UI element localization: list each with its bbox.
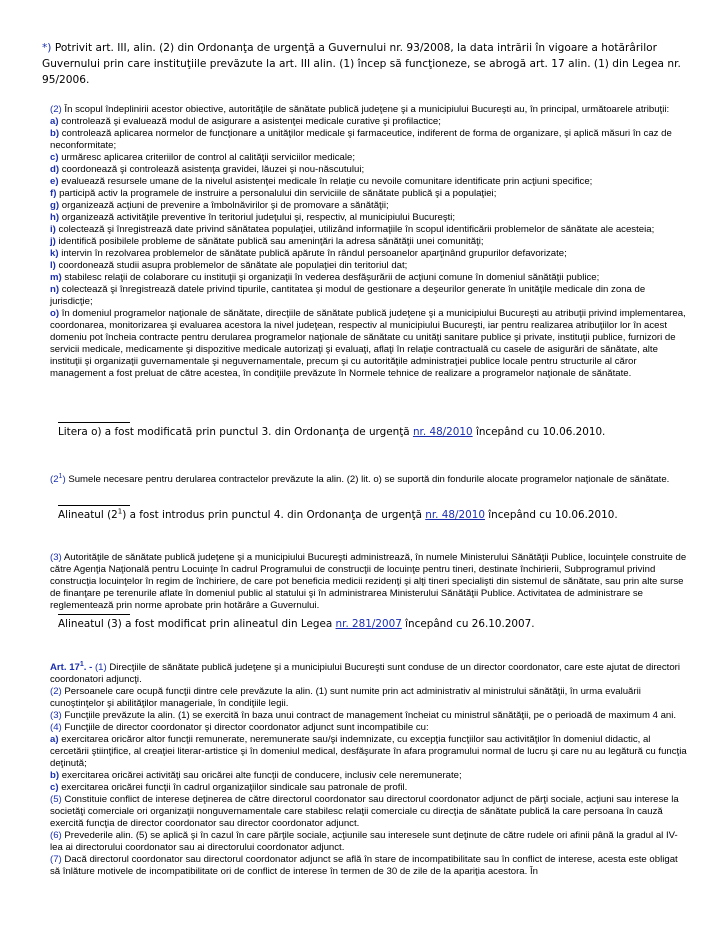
law-link[interactable]: nr. 48/2010: [425, 509, 485, 521]
paragraph: (6) Prevederile alin. (5) se aplică şi în cazul în care părţile sociale, acţiunile sau interesele sunt deţinute de către rudele ori afinii până la gradul al IV-lea ai directorului coordonator sau ai directorului coordonator adjunct.: [50, 830, 678, 853]
paragraph: (3) Funcţiile prevăzute la alin. (1) se exercită în baza unui contract de management încheiat cu ministrul sănătăţii, pe o perioadă de maximum 4 ani.: [50, 710, 677, 721]
article-number: Art. $17^1$. -: [50, 660, 93, 673]
list-item: m) stabilesc relaţii de colaborare cu instituţii şi organizaţii în vederea desfăşurării de acţiuni comune în domeniul sănătăţii publice;: [50, 272, 600, 283]
list-item: a) exercitarea oricăror altor funcţii remunerate, neremunerate sau/şi indemnizate, cu excepţia funcţiilor sau activităţilor în domeniul didactic, al cercetării ştiinţifice, al creaţiei literar-artistice şi în domeniul medical, desfăşurate în afara programului normal de lucru şi care nu au legătură cu funcţia deţinută;: [50, 734, 687, 769]
law-link[interactable]: nr. 48/2010: [412, 426, 473, 438]
list-item: e) evaluează resursele umane de la nivelul asistenţei medicale în relaţie cu nevoile comunitare identificate prin acţiuni specifice;: [50, 176, 593, 187]
list-item: c) exercitarea oricărei funcţii în cadrul organizaţiilor sindicale sau patronale de profil.: [50, 782, 408, 793]
paragraph: (4) Funcţiile de director coordonator şi director coordonator adjunct sunt incompatibile cu:: [50, 722, 429, 733]
list-item: f) participă activ la programele de instruire a personalului din serviciile de sănătate publică şi a populaţiei;: [50, 188, 497, 199]
paragraph-2-1: $(2^1)$ Sumele necesare pentru derularea contractelor prevăzute la alin. (2) lit. o) se suportă din fondurile alocate programelor naţionale de sănătate.: [50, 472, 670, 485]
list-item: j) identifică posibilele probleme de sănătate publică sau ameninţări la adresa sănătăţii unei comunităţi;: [50, 236, 484, 247]
paragraph: (2) Persoanele care ocupă funcţii dintre cele prevăzute la alin. (1) sunt numite prin act administrativ al ministrului sănătăţii, în urma evaluării cunoştinţelor şi abilităţilor manageriale, în condiţiile legii.: [50, 686, 641, 709]
paragraph-number: $(2^1)$: [50, 472, 66, 485]
article-17-1: Art. $17^1$. - (1) Direcţiile de sănătate publică judeţene şi a municipiului Bucureşti sunt conduse de un director coordonator, care este ajutat de directori coordonatori adjuncţi. (2) Persoanele care ocupă funcţii dintre cele prevăzute la alin. (1) sunt numite prin act administrativ al ministrului sănătăţii, în urma evaluării cunoştinţelor şi abilităţilor manageriale, în condiţiile legii. (3) Funcţiile prevăzute la alin. (1) se exercită în baza unui contract de management încheiat cu ministrul sănătăţii, pe o perioadă de maximum 4 ani. (4) Funcţiile de director coordonator şi director coordonator adjunct sunt incompatibile cu: a) exercitarea oricăror altor funcţii remunerate, neremunerate sau/şi indemnizate, cu excepţia funcţiilor sau activităţilor în domeniul didactic, al cercetării ştiinţifice, al creaţiei literar-artistice şi în domeniul medical, desfăşurate în afara programului normal de lucru şi care nu au legătură cu funcţia deţinută; b) exercitarea oricărei activităţi sau oricărei alte funcţii de conducere, inclusiv cele neremunerate; c) exercitarea oricărei funcţii în cadrul organizaţiilor sindicale sau patronale de profil. (5) Constituie conflict de interese deţinerea de către directorul coordonator sau directorul coordonator adjunct de părţi sociale, acţiuni sau interese la societăţi comerciale ori organizaţii nonguvernamentale care stabilesc relaţii comerciale cu direcţia de sănătate publică la care persoana în cauză exercită funcţia de director coordonator sau director coordonator adjunct. (6) Prevederile alin. (5) se aplică şi în cazul în care părţile sociale, acţiunile sau interesele sunt deţinute de către rudele ori afinii până la gradul al IV-lea ai directorului coordonator sau ai directorului coordonator adjunct. (7) Dacă directorul coordonator sau directorul coordonator adjunct se află în stare de incompatibilitate sau în conflict de interese, acesta este obligat să înlăture motivele de incompatibilitate ori de conflict de interese în termen de 30 de zile de la apariţia acestora. În: [40, 662, 690, 878]
paragraph-2: [40, 104, 690, 380]
list-item: n) colectează şi înregistrează datele privind tipurile, cantitatea şi modul de gestionare a deşeurilor generate în unităţile medicale din zona de jurisdicţie;: [50, 284, 646, 307]
amendment-note-o: Litera o) a fost modificată prin punctul 3. din Ordonanţa de urgenţă nr. 48/2010 începând cu 10.06.2010.: [58, 422, 698, 439]
amendment-note-2-1: Alineatul $(2^1)$ a fost introdus prin punctul 4. din Ordonanţa de urgenţă nr. 48/2010 începând cu 10.06.2010.: [58, 505, 698, 522]
list-item: l) coordonează studii asupra problemelor de sănătate ale populaţiei din teritoriul dat;: [50, 260, 408, 271]
note-divider: [58, 422, 130, 423]
list-item: g) organizează acţiuni de prevenire a îmbolnăvirilor şi de promovare a sănătăţii;: [50, 200, 389, 211]
paragraph-3: (3) Autorităţile de sănătate publică judeţene şi a municipiului Bucureşti administrează, în numele Ministerului Sănătăţii Publice, locuinţele construite de către Agenţia Naţională pentru Locuinţe în cadrul Programului de construcţii de locuinţe pentru tineri, destinate închirierii, Subprogramul privind construcţia locuinţelor în regim de închiriere, de care pot beneficia medicii rezidenţi şi alţi tineri specialişti din sistemul de sănătate, sau prin alte surse de finanţare pe terenurile aflate în domeniul public al statului şi în administrarea Ministerului Sănătăţii Publice. Activitatea de administrare se reglementează prin norme aprobate prin hotărâre a Guvernului.: [50, 552, 687, 611]
note-divider: [58, 505, 130, 506]
list-item: a) controlează şi evaluează modul de asigurare a asistenţei medicale curative şi profilactice;: [50, 116, 441, 127]
footnote-marker: *): [42, 42, 52, 54]
paragraph-number: (3): [50, 552, 62, 563]
paragraph-number: (2): [50, 104, 62, 115]
note-divider: [58, 614, 130, 615]
list-item: c) urmăresc aplicarea criteriilor de control al calităţii serviciilor medicale;: [50, 152, 355, 163]
list-item: b) controlează aplicarea normelor de funcţionare a unităţilor medicale şi farmaceutice, indiferent de forma de organizare, şi aplică măsuri în caz de neconformitate;: [50, 128, 672, 151]
list-item: k) intervin în rezolvarea problemelor de sănătate publică apărute în rândul persoanelor aparţinând grupurilor defavorizate;: [50, 248, 567, 259]
paragraph: (7) Dacă directorul coordonator sau directorul coordonator adjunct se află în stare de incompatibilitate sau în conflict de interese, acesta este obligat să înlăture motivele de incompatibilitate ori de conflict de interese în termen de 30 de zile de la apariţia acestora. În: [50, 854, 678, 877]
list-item: o) în domeniul programelor naţionale de sănătate, direcţiile de sănătate publică judeţene şi a municipiului Bucureşti au atribuţii privind implementarea, coordonarea, monitorizarea şi evaluarea acestora la nivel judeţean, respectiv al municipiului Bucureşti, iar pentru realizarea atribuţiilor lor în acest domeniu pot încheia contracte pentru derularea programelor naţionale de sănătate cu unităţi sanitare publice şi private, instituţii publice, furnizori de servicii medicale, medicamente şi dispozitive medicale autorizaţi şi evaluaţi, aflaţi în relaţie contractuală cu casele de asigurări de sănătate, alte instituţii şi organizaţii guvernamentale şi neguvernamentale, precum şi cu autorităţile administraţiei publice locale pentru structurile al căror management a fost preluat de către acestea, în condiţiile prevăzute în Normele tehnice de realizare a programelor naţionale de sănătate.: [50, 308, 686, 379]
list-item: i) colectează şi înregistrează date privind sănătatea populaţiei, utilizând informaţiile în scopul identificării problemelor de sănătate ale acesteia;: [50, 224, 655, 235]
law-link[interactable]: nr. 281/2007: [335, 618, 402, 630]
intro-note-text: Potrivit art. III, alin. (2) din Ordonanţa de urgenţă a Guvernului nr. 93/2008, la data intrării în vigoare a hotărârilor Guvernului prin care instituţiile prevăzute la art. III alin. (1) încep să funcţioneze, se abrogă art. 17 alin. (1) din Legea nr. 95/2006.: [42, 42, 681, 86]
list-item: b) exercitarea oricărei activităţi sau oricărei alte funcţii de conducere, inclusiv cele neremunerate;: [50, 770, 462, 781]
paragraph-text: În scopul îndeplinirii acestor obiective, autorităţile de sănătate publică judeţene şi a municipiului Bucureşti au, în principal, următoarele atribuţii:: [64, 104, 670, 115]
list-item: d) coordonează şi controlează asistenţa gravidei, lăuzei şi nou-născutului;: [50, 164, 365, 175]
list-item: h) organizează activităţile preventive în teritoriul judeţului şi, respectiv, al municipiului Bucureşti;: [50, 212, 456, 223]
paragraph: (5) Constituie conflict de interese deţinerea de către directorul coordonator sau directorul coordonator adjunct de părţi sociale, acţiuni sau interese la societăţi comerciale ori organizaţii nonguvernamentale care stabilesc relaţii comerciale cu direcţia de sănătate publică la care persoana în cauză exercită funcţia de director coordonator sau director coordonator adjunct.: [50, 794, 679, 829]
intro-note: [42, 40, 702, 88]
amendment-note-3: Alineatul (3) a fost modificat prin alineatul din Legea nr. 281/2007 începând cu 26.10.2007.: [58, 614, 698, 631]
